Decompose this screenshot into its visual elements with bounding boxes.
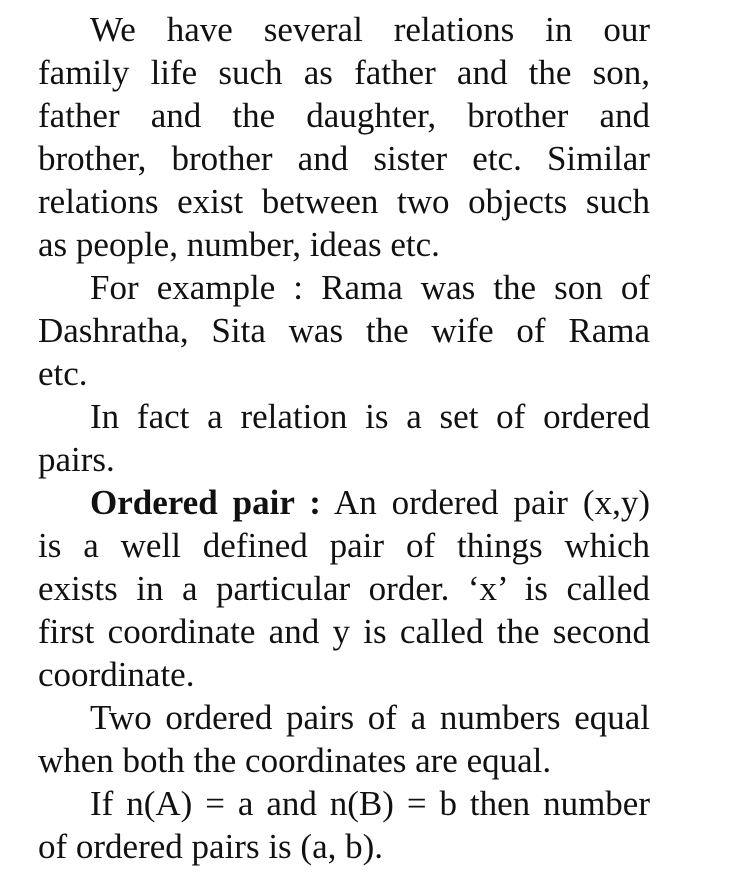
text-line: when both the coordinates are equal. xyxy=(38,741,552,780)
text-line: brother, brother and sister etc. Similar xyxy=(38,139,650,178)
text-line: etc. xyxy=(38,354,88,393)
text-line xyxy=(38,481,650,524)
text-line: In fact a relation is a set of ordered xyxy=(90,397,650,436)
text-line: Two ordered pairs of a numbers equal xyxy=(90,698,650,737)
paragraph-number-of-pairs xyxy=(38,782,650,868)
text-line: Dashratha, Sita was the wife of Rama xyxy=(38,311,650,350)
ordered-pair-definition-start: An ordered pair (x,y) xyxy=(320,483,650,522)
ordered-pair-term: Ordered pair : xyxy=(90,483,321,522)
text-line: We have several relations in our xyxy=(90,10,650,49)
text-line: pairs. xyxy=(38,440,115,479)
text-line: as people, number, ideas etc. xyxy=(38,225,440,264)
text-line: first coordinate and y is called the second xyxy=(38,612,650,651)
document-page xyxy=(38,8,650,868)
text-line: coordinate. xyxy=(38,655,195,694)
text-line: family life such as father and the son, xyxy=(38,53,650,92)
paragraph-example xyxy=(38,266,650,395)
text-line: of ordered pairs is (a, b). xyxy=(38,827,384,866)
text-line: relations exist between two objects such xyxy=(38,182,650,221)
text-line: For example : Rama was the son of xyxy=(90,268,650,307)
paragraph-relations-intro xyxy=(38,8,650,266)
text-line: exists in a particular order. ‘x’ is called xyxy=(38,569,650,608)
paragraph-relation-definition xyxy=(38,395,650,481)
text-line: father and the daughter, brother and xyxy=(38,96,650,135)
paragraph-equal-pairs xyxy=(38,696,650,782)
paragraph-ordered-pair xyxy=(38,481,650,696)
text-line: is a well defined pair of things which xyxy=(38,526,650,565)
text-line: If n(A) = a and n(B) = b then number xyxy=(90,784,650,823)
